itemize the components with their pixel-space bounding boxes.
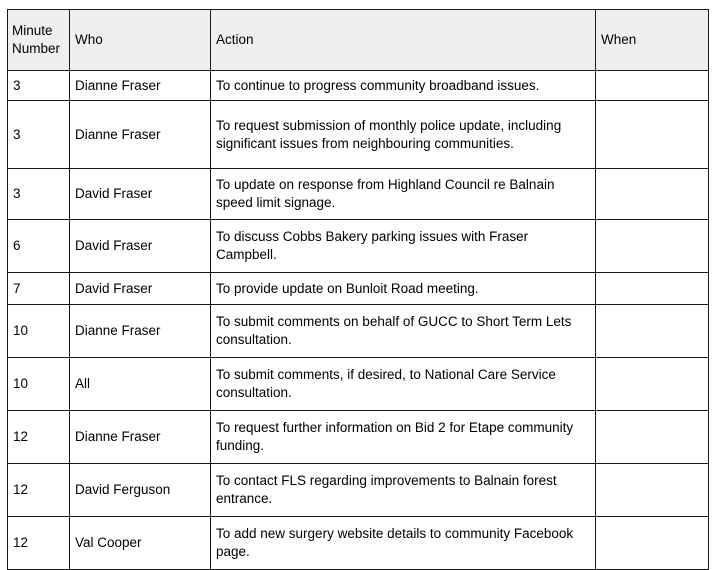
when-cell xyxy=(596,220,709,273)
when-cell xyxy=(596,411,709,464)
action-cell: To submit comments, if desired, to National Care Service consultation. xyxy=(211,358,596,411)
table-row xyxy=(8,411,709,464)
minute-cell: 10 xyxy=(8,358,70,411)
when-cell xyxy=(596,358,709,411)
table-row xyxy=(8,305,709,358)
who-cell: Dianne Fraser xyxy=(70,71,211,101)
table-row xyxy=(8,71,709,101)
action-cell: To provide update on Bunloit Road meeting. xyxy=(211,273,596,305)
action-cell: To request submission of monthly police update, including significant issues from neighbouring communities. xyxy=(211,101,596,169)
table-row xyxy=(8,273,709,305)
when-cell xyxy=(596,169,709,220)
action-cell: To submit comments on behalf of GUCC to Short Term Lets consultation. xyxy=(211,305,596,358)
action-points-table xyxy=(7,9,709,570)
minute-cell: 3 xyxy=(8,169,70,220)
who-cell: Dianne Fraser xyxy=(70,101,211,169)
action-cell: To update on response from Highland Council re Balnain speed limit signage. xyxy=(211,169,596,220)
minute-cell: 12 xyxy=(8,464,70,517)
when-cell xyxy=(596,71,709,101)
header-action: Action xyxy=(211,10,596,71)
action-cell: To continue to progress community broadband issues. xyxy=(211,71,596,101)
table-row xyxy=(8,358,709,411)
when-cell xyxy=(596,101,709,169)
table-row xyxy=(8,464,709,517)
who-cell: David Fraser xyxy=(70,169,211,220)
when-cell xyxy=(596,464,709,517)
table-row xyxy=(8,517,709,570)
minute-cell: 3 xyxy=(8,71,70,101)
who-cell: David Fraser xyxy=(70,273,211,305)
minute-cell: 3 xyxy=(8,101,70,169)
table-row xyxy=(8,101,709,169)
header-minute-number: Minute Number xyxy=(8,10,70,71)
who-cell: David Fraser xyxy=(70,220,211,273)
table-header-row xyxy=(8,10,709,71)
table-row xyxy=(8,220,709,273)
action-cell: To contact FLS regarding improvements to Balnain forest entrance. xyxy=(211,464,596,517)
minute-cell: 10 xyxy=(8,305,70,358)
when-cell xyxy=(596,273,709,305)
who-cell: All xyxy=(70,358,211,411)
header-when: When xyxy=(596,10,709,71)
action-cell: To add new surgery website details to community Facebook page. xyxy=(211,517,596,570)
action-cell: To discuss Cobbs Bakery parking issues with Fraser Campbell. xyxy=(211,220,596,273)
action-cell: To request further information on Bid 2 for Etape community funding. xyxy=(211,411,596,464)
table-row xyxy=(8,169,709,220)
when-cell xyxy=(596,305,709,358)
minute-cell: 6 xyxy=(8,220,70,273)
when-cell xyxy=(596,517,709,570)
who-cell: Val Cooper xyxy=(70,517,211,570)
header-who: Who xyxy=(70,10,211,71)
minute-cell: 12 xyxy=(8,517,70,570)
who-cell: Dianne Fraser xyxy=(70,411,211,464)
minute-cell: 12 xyxy=(8,411,70,464)
who-cell: Dianne Fraser xyxy=(70,305,211,358)
who-cell: David Ferguson xyxy=(70,464,211,517)
minute-cell: 7 xyxy=(8,273,70,305)
